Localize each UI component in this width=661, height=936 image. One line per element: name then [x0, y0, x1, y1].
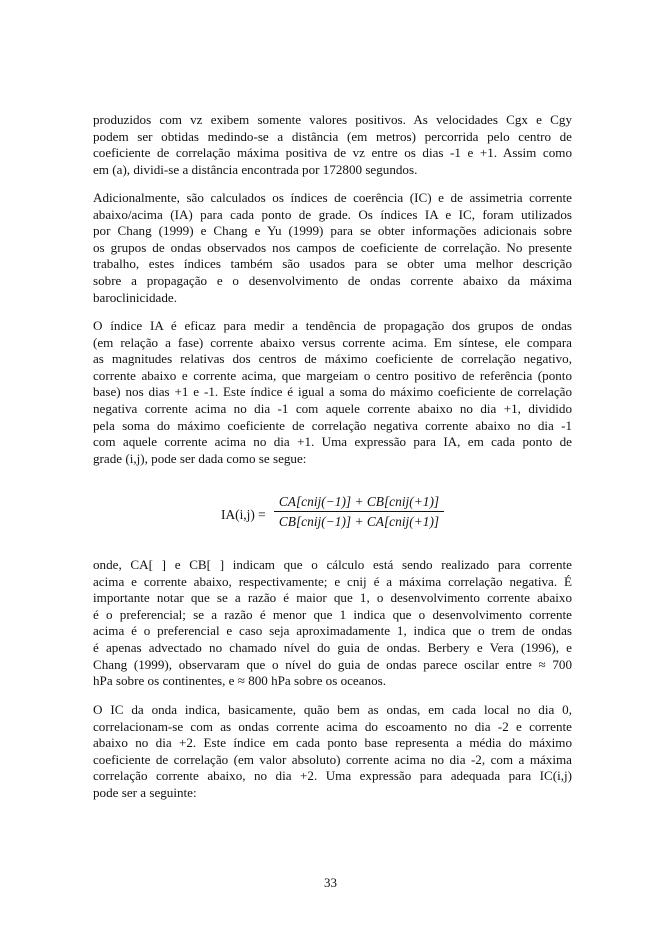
- paragraph-1: [93, 112, 572, 178]
- text-line: é o preferencial; se a razão é menor que 1 indica que o desenvolvimento corrente: [93, 606, 572, 622]
- text-line: com aquele corrente acima no dia +1. Uma expressão para IA, em cada ponto de: [93, 434, 572, 450]
- equation-fraction: [274, 492, 444, 531]
- text-line: acima e corrente abaixo, respectivamente; e cnij é a máxima correlação negativa. É: [93, 573, 572, 589]
- text-line: acima é o preferencial e caso seja aproximadamente 1, indica que o trem de ondas: [93, 623, 572, 639]
- text-line: produzidos com vz exibem somente valores positivos. As velocidades Cgx e Cgy: [93, 112, 572, 127]
- text-line: negativa corrente acima no dia -1 com aquele corrente abaixo no dia +1, dividido: [93, 400, 572, 416]
- text-line: abaixo/acima (IA) para cada ponto de grade. Os índices IA e IC, foram utilizados: [93, 206, 572, 222]
- text-line: pode ser a seguinte:: [93, 784, 197, 800]
- text-line: as magnitudes relativas dos centros de máximo coeficiente de correlação negativo,: [93, 351, 572, 367]
- ia-equation: [0, 492, 661, 536]
- text-line: é apenas advectado no chamado nível do guia de ondas. Berbery e Vera (1996), e: [93, 639, 572, 655]
- text-line: importante notar que se a razão é maior que 1, o desenvolvimento corrente abaixo: [93, 590, 572, 606]
- text-line: grade (i,j), pode ser dada como se segue:: [93, 450, 307, 466]
- text-line: correlação corrente abaixo, no dia +2. Uma expressão para adequada para IC(i,j): [93, 768, 572, 784]
- page-number: 33: [324, 875, 337, 890]
- text-line: hPa sobre os continentes, e ≈ 800 hPa sobre os oceanos.: [93, 673, 387, 689]
- paragraph-3: [93, 318, 572, 467]
- paragraph-4: [93, 557, 572, 690]
- text-line: coeficiente de correlação máxima positiva de vz entre os dias -1 e +1. Assim como: [93, 145, 572, 161]
- equation-denominator: CB[cnij(−1)] + CA[cnij(+1)]: [278, 514, 440, 529]
- equation-numerator: CA[cnij(−1)] + CB[cnij(+1)]: [278, 494, 440, 509]
- text-line: os grupos de ondas observados nos campos de coeficiente de correlação. No presente: [93, 239, 572, 255]
- paragraph-5: [93, 702, 572, 802]
- text-line: (em relação a fase) corrente abaixo versus corrente acima. Em síntese, ele compara: [93, 334, 572, 350]
- text-line: Adicionalmente, são calculados os índices de coerência (IC) e de assimetria corrente: [93, 190, 572, 205]
- text-line: correlacionam-se com as ondas corrente acima do escoamento no dia -2 e corrente: [93, 718, 572, 734]
- text-line: O IC da onda indica, basicamente, quão bem as ondas, em cada local no dia 0,: [93, 702, 572, 717]
- text-line: Chang (1999), observaram que o nível do guia de ondas parece oscilar entre ≈ 700: [93, 656, 572, 672]
- text-line: podem ser obtidas medindo-se a distância (em metros) percorrida pelo centro de: [93, 128, 572, 144]
- text-line: pela soma do máximo coeficiente de correlação negativa corrente abaixo no dia -1: [93, 417, 572, 433]
- equation-lhs: IA(i,j) =: [221, 507, 266, 522]
- text-line: por Chang (1999) e Chang e Yu (1999) para se obter informações adicionais sobre: [93, 223, 572, 239]
- text-line: coeficiente de correlação (em valor absoluto) corrente acima no dia -2, com a máxima: [93, 751, 572, 767]
- text-line: baroclinicidade.: [93, 289, 177, 305]
- text-line: O índice IA é eficaz para medir a tendência de propagação dos grupos de ondas: [93, 318, 572, 333]
- text-line: em (a), dividi-se a distância encontrada por 172800 segundos.: [93, 161, 418, 177]
- text-line: sobre a propagação e o desenvolvimento de ondas corrente abaixo da máxima: [93, 272, 572, 288]
- paragraph-2: [93, 190, 572, 306]
- text-line: trabalho, estes índices também são usados para se obter uma melhor descrição: [93, 256, 572, 272]
- text-line: base) nos dias +1 e -1. Este índice é igual a soma do máximo coeficiente de correlação: [93, 384, 572, 400]
- text-line: abaixo no dia +2. Este índice em cada ponto base representa a média do máximo: [93, 735, 572, 751]
- text-line: onde, CA[ ] e CB[ ] indicam que o cálculo está sendo realizado para corrente: [93, 557, 572, 572]
- text-line: corrente abaixo e corrente acima, que margeiam o centro positivo de referência (ponto: [93, 367, 572, 383]
